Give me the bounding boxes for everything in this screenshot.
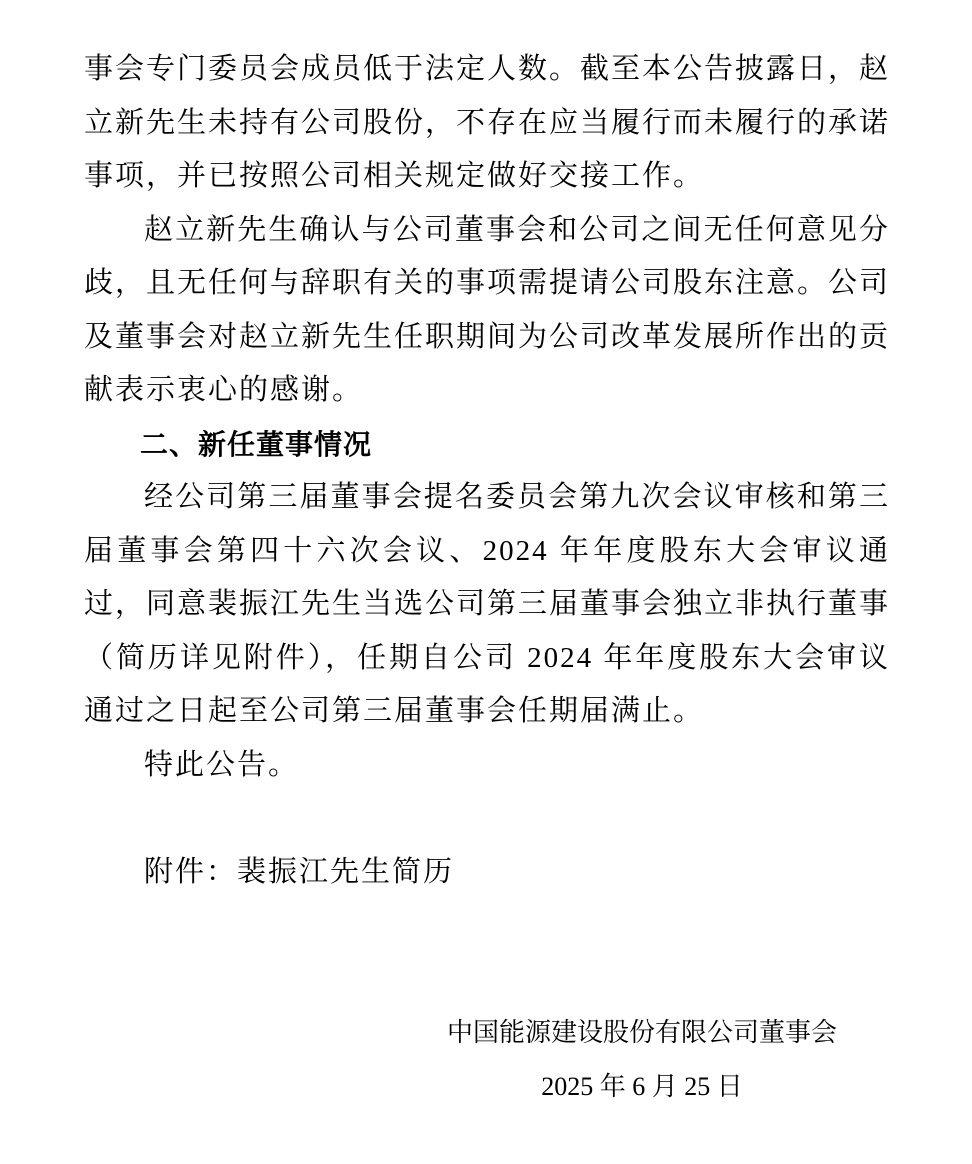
signature-company: 中国能源建设股份有限公司董事会 (446, 1018, 837, 1047)
section-heading-new-director: 二、新任董事情况 (140, 428, 373, 460)
paragraph-resignation-continuation: 事会专门委员会成员低于法定人数。截至本公告披露日，赵立新先生未持有公司股份，不存在应当履行而未履行的承诺事项，并已按照公司相关规定做好交接工作。 (84, 53, 891, 192)
attachment-line: 附件：裴振江先生简历 (144, 855, 455, 888)
signature-block (447, 1006, 837, 1113)
announcement-closing-line: 特此公告。 (144, 748, 300, 781)
signature-date: 2025 年 6 月 25 日 (541, 1071, 743, 1101)
paragraph-resignation-confirmation: 赵立新先生确认与公司董事会和公司之间无任何意见分歧，且无任何与辞职有关的事项需提请公司股东注意。公司及董事会对赵立新先生任职期间为公司改革发展所作出的贡献表示衷心的感谢。 (84, 213, 891, 406)
paragraph-new-director-election: 经公司第三届董事会提名委员会第九次会议审核和第三届董事会第四十六次会议、2024 年年度股东大会审议通过，同意裴振江先生当选公司第三届董事会独立非执行董事（简历详见附件），任期自公司 2024 年年度股东大会审议通过之日起至公司第三届董事会任期届满止。 (84, 481, 891, 727)
